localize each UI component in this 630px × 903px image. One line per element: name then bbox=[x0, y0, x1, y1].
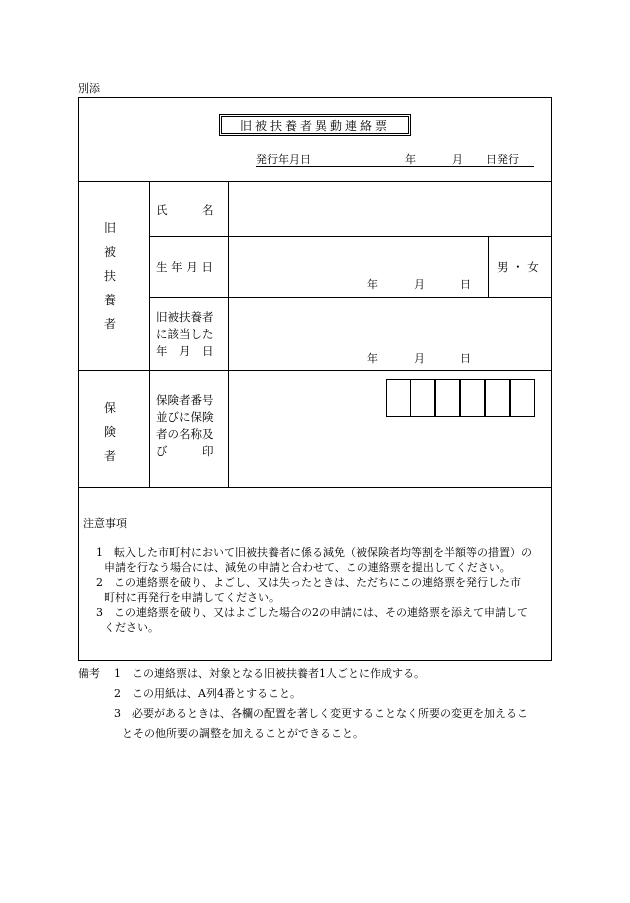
issue-date-label: 発行年月日 bbox=[256, 153, 311, 166]
birth-day-label: 日 bbox=[460, 278, 471, 291]
name-field[interactable] bbox=[230, 184, 550, 234]
sex-options[interactable]: 男 ・ 女 bbox=[497, 260, 539, 274]
former-dependent-label: 旧 被 扶 養 者 bbox=[104, 221, 117, 331]
note-line: 町村に再発行を申請してください。 bbox=[104, 591, 280, 604]
remarks-label: 備考 bbox=[78, 667, 100, 680]
insurer-number-digit-box[interactable] bbox=[510, 379, 535, 417]
issue-year-label: 年 bbox=[405, 153, 416, 166]
issue-month-label: 月 bbox=[452, 153, 463, 166]
remark-line: 1 この連絡票は、対象となる旧被扶養者1人ごとに作成する。 bbox=[114, 667, 425, 680]
birth-month-label: 月 bbox=[414, 278, 425, 291]
insurer-number-digit-box[interactable] bbox=[460, 379, 485, 417]
insurer-number-digit-box[interactable] bbox=[386, 379, 411, 417]
note-line: 1 転入した市町村において旧被扶養者に係る減免（被保険者均等割を半額等の措置）の bbox=[96, 546, 532, 559]
date-day-label: 日 bbox=[460, 352, 471, 365]
remark-line: 3 必要があるときは、各欄の配置を著しく変更することなく所要の変更を加えるこ bbox=[114, 707, 528, 720]
insurer-number-digit-box[interactable] bbox=[485, 379, 510, 417]
divider-col2 bbox=[228, 181, 229, 487]
note-line: 2 この連絡票を破り、よごし、又は失ったときは、ただちにこの連絡票を発行した市 bbox=[96, 576, 521, 589]
birth-year-label: 年 bbox=[367, 278, 378, 291]
divider-col1 bbox=[149, 181, 150, 487]
date-became-label: 旧被扶養者 に該当した 年 月 日 bbox=[156, 310, 214, 358]
divider-name bbox=[149, 236, 552, 237]
insurer-section-label: 保 険 者 bbox=[104, 401, 117, 463]
insurer-number-label: 保険者番号 並びに保険 者の名称及 び 印 bbox=[156, 393, 214, 458]
remark-line: 2 この用紙は、A列4番とすること。 bbox=[114, 687, 301, 700]
divider-sex bbox=[488, 236, 489, 297]
birth-date-label: 生 年 月 日 bbox=[156, 260, 213, 274]
note-line: 申請を行なう場合には、減免の申請と合わせて、この連絡票を提出してください。 bbox=[104, 561, 511, 574]
insurer-number-digit-box[interactable] bbox=[410, 379, 435, 417]
remarks-list bbox=[114, 664, 554, 744]
note-line: 3 この連絡票を破り、又はよごした場合の2の申請には、その連絡票を添えて申請して bbox=[96, 606, 528, 619]
divider-insurer bbox=[78, 487, 552, 488]
insurer-number-digit-box[interactable] bbox=[435, 379, 460, 417]
divider-birth bbox=[149, 297, 552, 298]
note-line: ください。 bbox=[104, 621, 159, 634]
date-year-label: 年 bbox=[367, 352, 378, 365]
birth-date-field[interactable] bbox=[230, 238, 486, 295]
notes-list bbox=[96, 545, 548, 635]
remark-line: とその他所要の調整を加えることができること。 bbox=[122, 727, 364, 740]
form-title: 旧被扶養者異動連絡票 bbox=[219, 114, 411, 136]
name-label: 氏 名 bbox=[156, 203, 214, 217]
notes-heading: 注意事項 bbox=[83, 517, 127, 530]
date-became-field[interactable] bbox=[230, 299, 550, 368]
attachment-label: 別添 bbox=[78, 82, 100, 95]
issue-day-label: 日発行 bbox=[486, 153, 519, 166]
date-month-label: 月 bbox=[414, 352, 425, 365]
